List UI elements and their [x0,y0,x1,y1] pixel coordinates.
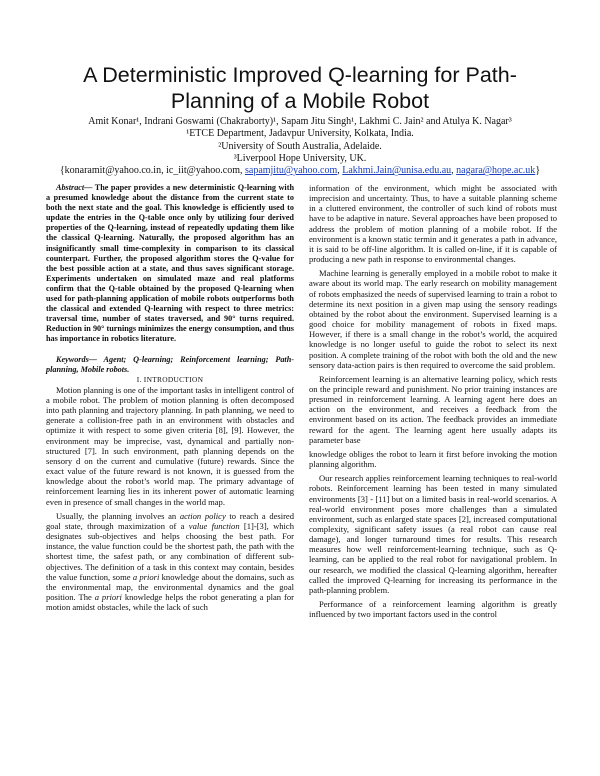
abstract [46,183,294,345]
keywords: Keywords— Agent; Q-learning; Reinforcement learning; Path-planning, Mobile robots. [46,354,294,374]
right-paragraph-3: Reinforcement learning is an alternative learning policy, which rests on the principle reward and punishment. No prior training instances are presumed in reinforcement learning. A learning agent here does an action on the environment, and receives a feedback from the environment based on its action. The feedback provides an immediate reward for the agent. The learning agent here usually adapts its parameter base [309,373,557,445]
right-paragraph-2: Machine learning is generally employed in a mobile robot to make it aware about its world map. The early research on mobility management of robots emphasized the needs of supervised learning to train a robot to determine its next position in a given map using the sensory readings obtained by the robot about the environment. Supervised learning is a good choice for mobility management of robots in fixed maps. However, if there is a small change in the robot’s world, the acquired knowledge is no longer useful to guide the robot to select its next position. A complete training of the robot with both the old and the new sensory data-action pairs is then required to overcome the said problem. [309,268,557,370]
abstract-text: The paper provides a new deterministic Q-learning with a presumed knowledge about the distance from the current state to both the next state and the goal. This knowledge is efficiently used to update the entries in the Q-table once only by utilizing four derived properties of the Q-learning, instead of repeatedly updating them like the classical Q-learning. Naturally, the proposed algorithm has an insignificantly small time-complexity in comparison to its classical counterpart. Further, the proposed algorithm stores the Q-value for the best possible action at a state, and thus saves significant storage. Experiments undertaken on simulated maze and real platforms confirm that the Q-table obtained by the proposed Q-learning when used for path-planning application of mobile robots outperforms both the classical and extended Q-learning with respect to three metrics: traversal time, number of states traversed, and 90° turns required. Reduction in 90° turnings minimizes the energy consumption, and thus has importance in robotics literature. [46,183,294,344]
right-paragraph-4: knowledge obliges the robot to learn it first before invoking the motion planning algorithm. [309,448,557,470]
intro-p2-italic-3: a priori [132,571,160,582]
right-paragraph-5: Our research applies reinforcement learning techniques to real-world robots. Reinforcement learning has been tested in many simulated environments [3] - [11] but on a limited basis in real-world scenarios. A real-world environment poses more challenges than a simulated environment, such as enlarged state spaces [2], increased computational complexity, significant safety issues (a real robot can cause real damage), and longer turnaround times for results. This research measures how well reinforcement-learning technique, such as Q-learning, can be applied to the real robot for navigational problem. In our research, we modified the classical Q-learning algorithm, hereafter called the improved Q-learning for increasing its performance in the path-planning problem. [309,473,557,595]
intro-p2-text-a: Usually, the planning involves an [56,510,180,521]
author-block [30,116,570,177]
intro-p2-italic-2: value function [188,520,240,531]
intro-paragraph-2 [46,511,294,613]
abstract-label: Abstract— [56,183,93,192]
affiliation-2: ²University of South Australia, Adelaide. [218,140,382,152]
email-plain: {konaramit@yahoo.co.in, ic_iit@yahoo.com, [59,165,245,177]
affiliation-3: ³Liverpool Hope University, UK. [233,152,367,164]
section-heading-introduction: I. INTRODUCTION [136,374,204,384]
intro-p2-text-b: to reach a desired goal state, through maximization of a [46,510,295,531]
email-separator-2: , [451,165,457,177]
author-names: Amit Konar¹, Indrani Goswami (Chakraborty)¹, Sapam Jitu Singh¹, Lakhmi C. Jain² and Atulya K. Nagar³ [88,116,512,127]
left-column [46,183,294,612]
email-link-sapam[interactable]: sapamjitu@yahoo.com [244,165,338,177]
affiliation-1: ¹ETCE Department, Jadavpur University, Kolkata, India. [186,128,414,140]
title-line-2: Planning of a Mobile Robot [170,89,430,113]
intro-p2-italic-4: a priori [94,591,122,602]
intro-p2-text-d: knowledge about the domains, such as the environmental map, the environmental dynamics and the goal position. The [46,571,294,602]
intro-p2-text-c: [1]-[3], which designates sub-objectives and helps choosing the best path. For instance, the value function could be the shortest path, the path with the shortest time, the safest path, or any combination of different sub-objectives. The definition of a task in this context may contain, besides the value function, some [46,520,294,582]
intro-p2-italic-1: action policy [179,510,226,521]
title-line-1: A Deterministic Improved Q-learning for Path- [83,63,517,87]
email-link-jain[interactable]: Lakhmi.Jain@unisa.edu.au [342,165,452,177]
email-line [30,165,570,177]
email-close: } [535,165,541,177]
email-link-nagar[interactable]: nagara@hope.ac.uk [456,165,536,177]
right-column [309,183,557,619]
intro-paragraph-1: Motion planning is one of the important tasks in intelligent control of a mobile robot. The problem of motion planning is often decomposed into path planning and trajectory planning. In path planning, we need to generate a collision-free path in an environment with obstacles and optimize it with respect to some given criteria [8], [9]. However, the environment may be imprecise, vast, dynamical and partially non-structured [7]. In such environment, path planning depends on the sensory d on the current and cumulative (future) rewards. Since the exact value of the future reward is not known, it is guessed from the knowledge about the robot’s world map. The primary advantage of reinforcement learning lies in its inherent power of automatic learning even in presence of small changes in the world map. [46,384,294,507]
email-separator-1: , [337,165,343,177]
paper-title [40,62,560,114]
right-paragraph-6: Performance of a reinforcement learning algorithm is greatly influenced by two important factors used in the control [309,599,557,620]
right-paragraph-1: information of the environment, which might be associated with imprecision and uncertainty. Thus, to have a suitable planning scheme in a cluttered environment, the controller of such kind of robots must have to be adaptive in nature. Several approaches have been proposed to address the problem of motion planning of a mobile robot. If the environment is a known static termin and it generates a path in advance, it is said to be off-line algorithm. It is called on-line, if it is capable of producing a new path in response to environmental changes. [309,183,557,265]
intro-p2-text-e: knowledge helps the robot generating a plan for motion amidst obstacles, while the lack of such [46,591,294,613]
